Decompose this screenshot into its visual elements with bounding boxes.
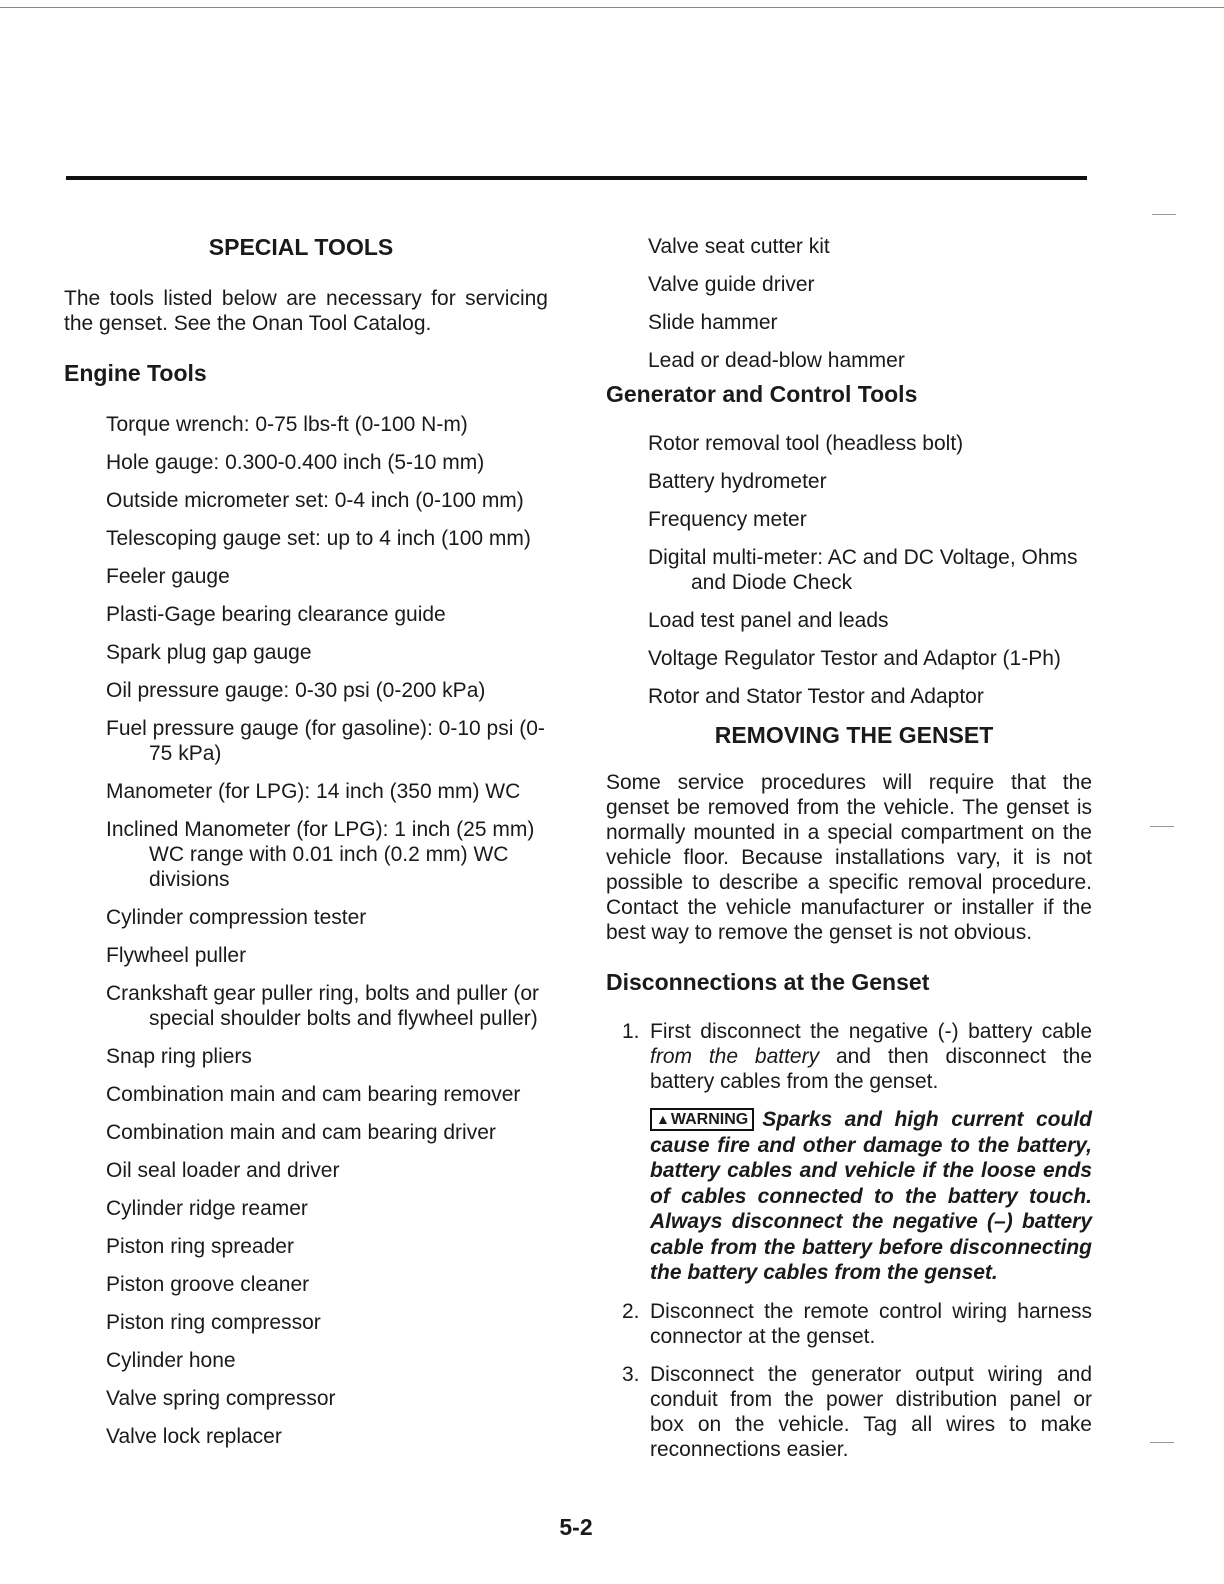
special-tools-title: SPECIAL TOOLS — [208, 234, 394, 260]
warning-block — [650, 1107, 1092, 1286]
list-item: Inclined Manometer (for LPG): 1 inch (25 mm) WC range with 0.01 inch (0.2 mm) WC divisions — [106, 818, 535, 891]
step-3 — [606, 1362, 1092, 1462]
list-item: Valve spring compressor — [106, 1387, 336, 1410]
disconnections-heading: Disconnections at the Genset — [606, 969, 930, 995]
list-item: Battery hydrometer — [648, 470, 827, 493]
list-item: Cylinder compression tester — [106, 906, 367, 929]
list-item: Flywheel puller — [106, 944, 247, 967]
step-text: Disconnect the generator output wiring and conduit from the power distribution panel or box on the vehicle. Tag all wires to make reconnections easier. — [650, 1362, 1092, 1461]
removing-genset-body: Some service procedures will require that the genset be removed from the vehicle. The genset is normally mounted in a special compartment on the vehicle floor. Because installations vary, it is not possible to describe a specific removal procedure. Contact the vehicle manufacturer or installer if the best way to remove the genset is not obvious. — [606, 771, 1092, 944]
list-item: Frequency meter — [648, 508, 807, 531]
list-item: Oil seal loader and driver — [106, 1159, 340, 1182]
left-column — [64, 230, 548, 1462]
list-item: Lead or dead-blow hammer — [648, 349, 905, 372]
list-item: Outside micrometer set: 0-4 inch (0-100 mm) — [106, 489, 524, 512]
removing-genset-title: REMOVING THE GENSET — [714, 722, 994, 748]
disconnection-steps-continued — [606, 1299, 1092, 1462]
list-item: Feeler gauge — [106, 565, 230, 588]
list-item: Piston ring compressor — [106, 1311, 321, 1334]
step-2 — [606, 1299, 1092, 1349]
list-item: Cylinder ridge reamer — [106, 1197, 308, 1220]
list-item: Combination main and cam bearing remover — [106, 1083, 521, 1106]
scan-top-edge — [0, 7, 1224, 8]
list-item: Cylinder hone — [106, 1349, 236, 1372]
list-item: Valve seat cutter kit — [648, 235, 830, 258]
list-item: Valve lock replacer — [106, 1425, 282, 1448]
scan-margin-mark — [1150, 1442, 1174, 1443]
step-1 — [606, 1019, 1092, 1094]
list-item: Piston groove cleaner — [106, 1273, 310, 1296]
list-item: Valve guide driver — [648, 273, 815, 296]
list-item: Fuel pressure gauge (for gasoline): 0-10 psi (0-75 kPa) — [106, 717, 545, 765]
list-item: Telescoping gauge set: up to 4 inch (100 mm) — [106, 527, 531, 550]
right-column — [606, 234, 1092, 1475]
list-item: Voltage Regulator Testor and Adaptor (1-Ph) — [648, 647, 1061, 670]
list-item: Snap ring pliers — [106, 1045, 252, 1068]
list-item: Load test panel and leads — [648, 609, 889, 632]
header-rule — [66, 176, 1087, 180]
list-item: Rotor removal tool (headless bolt) — [648, 432, 964, 455]
step-number: 1. — [622, 1020, 640, 1043]
warning-triangle-icon: ▲ — [656, 1111, 670, 1127]
page-number: 5-2 — [559, 1514, 593, 1540]
step-emphasis: from the battery — [650, 1045, 820, 1068]
list-item: Digital multi-meter: AC and DC Voltage, Ohms and Diode Check — [648, 546, 1078, 594]
generator-tools-heading: Generator and Control Tools — [606, 381, 918, 407]
generator-tools-list — [606, 431, 1092, 709]
list-item: Spark plug gap gauge — [106, 641, 312, 664]
list-item: Rotor and Stator Testor and Adaptor — [648, 685, 984, 708]
list-item: Torque wrench: 0-75 lbs-ft (0-100 N-m) — [106, 413, 468, 436]
special-tools-intro: The tools listed below are necessary for servicing the genset. See the Onan Tool Catalog. — [64, 287, 548, 335]
list-item: Hole gauge: 0.300-0.400 inch (5-10 mm) — [106, 451, 485, 474]
step-number: 2. — [622, 1299, 640, 1323]
list-item: Crankshaft gear puller ring, bolts and puller (or special shoulder bolts and flywheel puller) — [106, 982, 540, 1030]
warning-badge — [650, 1108, 754, 1131]
engine-tools-list — [64, 412, 548, 1449]
list-item: Piston ring spreader — [106, 1235, 294, 1258]
step-text: Disconnect the remote control wiring harness connector at the genset. — [650, 1299, 1092, 1348]
list-item: Oil pressure gauge: 0-30 psi (0-200 kPa) — [106, 679, 486, 702]
step-text: First disconnect the negative (-) battery cable — [650, 1020, 1092, 1043]
warning-label: WARNING — [670, 1111, 749, 1128]
engine-tools-heading: Engine Tools — [64, 360, 207, 386]
step-text: and then disconnect the battery cables from the genset. — [650, 1045, 1092, 1093]
step-number: 3. — [622, 1362, 640, 1386]
engine-tools-continued-list — [606, 234, 1092, 373]
scan-margin-mark — [1152, 214, 1176, 215]
warning-text: Sparks and high current could cause fire and other damage to the battery, battery cables and vehicle if the loose ends of cables connected to the battery touch. Always disconnect the negative (–) battery cable from the battery before disconnecting the battery cables from the genset. — [650, 1108, 1092, 1284]
list-item: Combination main and cam bearing driver — [106, 1121, 496, 1144]
list-item: Plasti-Gage bearing clearance guide — [106, 603, 446, 626]
list-item: Slide hammer — [648, 311, 778, 334]
scan-margin-mark — [1150, 826, 1174, 827]
list-item: Manometer (for LPG): 14 inch (350 mm) WC — [106, 780, 521, 803]
disconnection-steps — [606, 1019, 1092, 1094]
